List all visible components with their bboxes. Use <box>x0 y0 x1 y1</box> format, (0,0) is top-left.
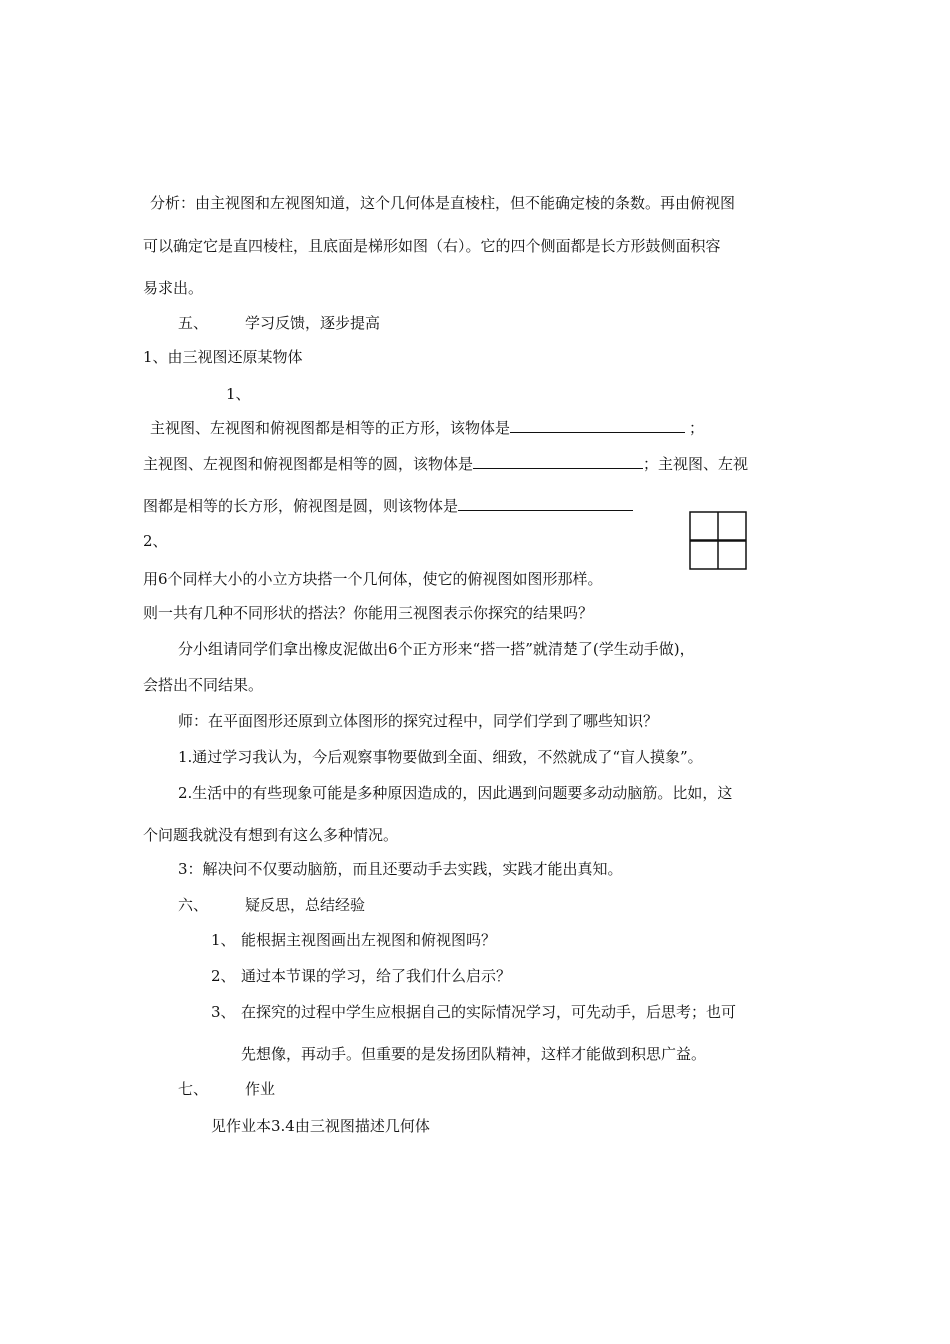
analysis-line-1: 分析：由主视图和左视图知道，这个几何体是直棱柱，但不能确定棱的条数。再由俯视图 <box>150 194 736 212</box>
answer-blank-a[interactable] <box>510 418 685 433</box>
question-c <box>143 496 633 516</box>
question-b-end: ；主视图、左视 <box>643 455 749 473</box>
learning-point-1: 1.通过学习我认为，今后观察事物要做到全面、细致，不然就成了“盲人摸象”。 <box>178 748 703 766</box>
section-5-title: 学习反馈，逐步提高 <box>245 314 381 332</box>
analysis-line-3: 易求出。 <box>143 279 204 297</box>
learning-point-3: 3：解决问不仅要动脑筋，而且还要动手去实践，实践才能出真知。 <box>178 860 623 878</box>
homework-text: 见作业本3.4由三视图描述几何体 <box>211 1117 430 1135</box>
reflection-item-2-number: 2、 <box>211 967 236 985</box>
answer-blank-b[interactable] <box>473 454 643 469</box>
reflection-item-3-number: 3、 <box>211 1003 236 1021</box>
section-5-number: 五、 <box>178 314 209 332</box>
reflection-item-3-continued: 先想像，再动手。但重要的是发扬团队精神，这样才能做到积思广益。 <box>241 1045 707 1063</box>
question-b <box>143 454 748 474</box>
item-1-title: 1、由三视图还原某物体 <box>143 348 303 366</box>
question-a-text: 主视图、左视图和俯视图都是相等的正方形，该物体是 <box>150 419 511 437</box>
item-2-number: 2、 <box>143 532 168 550</box>
analysis-line-2: 可以确定它是直四棱柱，且底面是梯形如图（右）。它的四个侧面都是长方形鼓侧面积容 <box>143 237 721 255</box>
section-6-number: 六、 <box>178 896 209 914</box>
section-7-number: 七、 <box>178 1080 209 1098</box>
item-2-line-1: 用6个同样大小的小立方块搭一个几何体，使它的俯视图如图形那样。 <box>143 570 603 588</box>
learning-point-2b: 个问题我就没有想到有这么多种情况。 <box>143 826 399 844</box>
question-b-text: 主视图、左视图和俯视图都是相等的圆，该物体是 <box>143 455 474 473</box>
question-c-text: 图都是相等的长方形，俯视图是圆，则该物体是 <box>143 497 459 515</box>
item-1-sub-number: 1、 <box>226 385 251 403</box>
section-6-title: 疑反思，总结经验 <box>245 896 366 914</box>
question-a-end: ； <box>689 419 705 437</box>
learning-point-2a: 2.生活中的有些现象可能是多种原因造成的，因此遇到问题要多动动脑筋。比如，这 <box>178 784 733 802</box>
teacher-question: 师：在平面图形还原到立体图形的探究过程中，同学们学到了哪些知识？ <box>178 712 659 730</box>
top-view-grid-figure <box>689 511 747 570</box>
reflection-item-2-text: 通过本节课的学习，给了我们什么启示？ <box>241 967 512 985</box>
question-a <box>150 418 704 438</box>
group-line-2: 会搭出不同结果。 <box>143 676 264 694</box>
reflection-item-1-number: 1、 <box>211 931 236 949</box>
reflection-item-1-text: 能根据主视图画出左视图和俯视图吗？ <box>241 931 497 949</box>
answer-blank-c[interactable] <box>458 496 633 511</box>
reflection-item-3-text: 在探究的过程中学生应根据自己的实际情况学习，可先动手，后思考；也可 <box>241 1003 737 1021</box>
item-2-line-2: 则一共有几种不同形状的搭法？你能用三视图表示你探究的结果吗？ <box>143 604 594 622</box>
section-7-title: 作业 <box>245 1080 276 1098</box>
group-line-1: 分小组请同学们拿出橡皮泥做出6个正方形来“搭一搭”就清楚了(学生动手做)， <box>178 640 695 658</box>
